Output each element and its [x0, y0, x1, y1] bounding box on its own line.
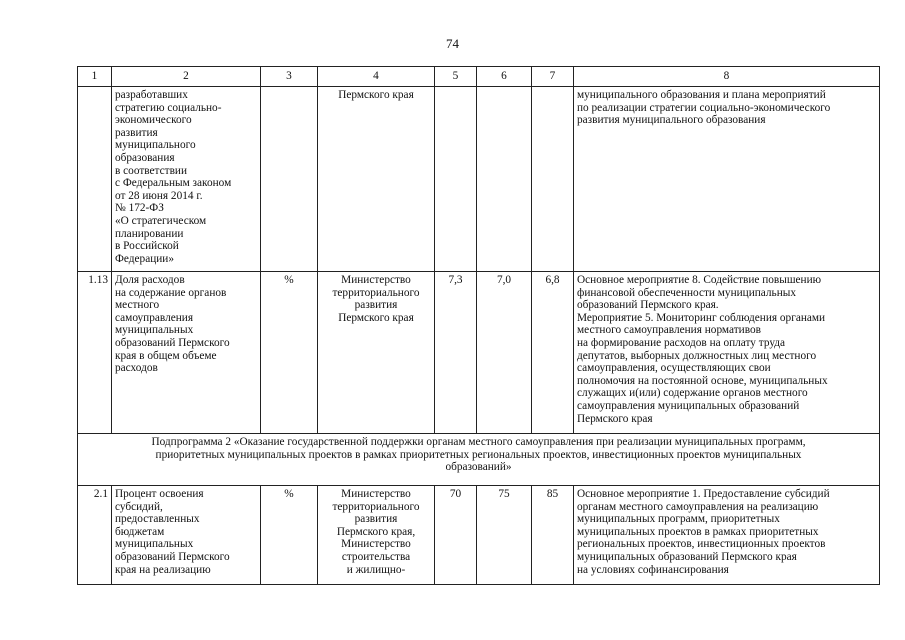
text-line: Пермского края — [577, 412, 653, 425]
text-line: Доля расходов — [115, 274, 185, 286]
page-number: 74 — [446, 36, 459, 51]
text-line: образований» — [445, 461, 512, 474]
text-line: служащих и(или) содержание органов местного — [577, 387, 808, 400]
text-line: Пермского края, — [336, 525, 416, 538]
value-6: 75 — [477, 486, 532, 585]
header-cell: 4 — [318, 67, 435, 87]
text-line: Министерство — [341, 274, 411, 286]
text-line: территориального — [332, 286, 420, 299]
measures — [574, 486, 880, 585]
header-cell: 7 — [532, 67, 574, 87]
text-line: развития муниципального образования — [577, 114, 766, 127]
text-line: на содержание органов — [115, 286, 227, 299]
indicator-name — [112, 486, 261, 585]
text-line: полномочия на постоянной основе, муниципальных — [577, 374, 828, 387]
value-6: 7,0 — [477, 272, 532, 434]
row-number: 1.13 — [78, 272, 112, 434]
text-line: муниципального — [115, 139, 196, 152]
header-row — [78, 67, 880, 87]
subprogram-title — [78, 434, 880, 486]
text-line: на формирование расходов на оплату труда — [577, 336, 786, 349]
text-line: Пермского края — [338, 311, 414, 324]
text-line: на условиях софинансирования — [577, 563, 729, 576]
text-line: Министерство — [341, 488, 411, 500]
header-cell: 3 — [261, 67, 318, 87]
text-line: развития — [354, 299, 398, 312]
row-number — [78, 87, 112, 272]
text-line: с Федеральным законом — [115, 177, 232, 190]
text-line: образований Пермского — [115, 336, 230, 349]
executor — [318, 272, 435, 434]
text-line: по реализации стратегии социально-экономического — [577, 101, 831, 114]
text-line: Мероприятие 5. Мониторинг соблюдения органами — [577, 311, 826, 324]
subprogram-row — [78, 434, 880, 486]
header-cell: 2 — [112, 67, 261, 87]
value-5: 70 — [435, 486, 477, 585]
value-5 — [435, 87, 477, 272]
value-7: 6,8 — [532, 272, 574, 434]
text-line: региональных проектов, инвестиционных проектов — [577, 538, 826, 551]
measures — [574, 272, 880, 434]
text-line: Основное мероприятие 8. Содействие повышению — [577, 274, 822, 286]
text-line: «О стратегическом — [115, 214, 207, 227]
text-line: от 28 июня 2014 г. — [115, 189, 203, 202]
text-line: Процент освоения — [115, 488, 204, 500]
text-line: муниципальных — [115, 538, 194, 551]
text-line: территориального — [332, 500, 420, 513]
header-cell: 8 — [574, 67, 880, 87]
text-line: Подпрограмма 2 «Оказание государственной поддержки органам местного самоуправления при реализации муниципальных программ, — [151, 436, 806, 448]
text-line: стратегию социально- — [115, 101, 222, 114]
text-line: края на реализацию — [115, 563, 211, 576]
text-line: финансовой обеспеченности муниципальных — [577, 286, 796, 299]
value-5: 7,3 — [435, 272, 477, 434]
measures — [574, 87, 880, 272]
text-line: образования — [115, 151, 175, 164]
indicator-name — [112, 272, 261, 434]
row-number: 2.1 — [78, 486, 112, 585]
text-line: муниципального образования и плана мероприятий — [577, 89, 826, 101]
text-line: в Российской — [115, 240, 179, 253]
executor — [318, 87, 435, 272]
text-line: муниципальных образований Пермского края — [577, 550, 797, 563]
header-cell: 6 — [477, 67, 532, 87]
text-line: № 172-ФЗ — [115, 202, 164, 215]
unit: % — [261, 486, 318, 585]
text-line: местного самоуправления нормативов — [577, 324, 761, 337]
text-line: Пермского края — [338, 89, 414, 101]
executor — [318, 486, 435, 585]
table-row — [78, 87, 880, 272]
indicator-name — [112, 87, 261, 272]
header-cell: 5 — [435, 67, 477, 87]
text-line: органам местного самоуправления на реализацию — [577, 500, 819, 513]
table-row — [78, 272, 880, 434]
indicators-table — [77, 66, 880, 585]
value-7: 85 — [532, 486, 574, 585]
text-line: самоуправления — [115, 311, 194, 324]
text-line: края в общем объеме — [115, 349, 217, 362]
text-line: бюджетам — [115, 525, 165, 538]
text-line: в соответствии — [115, 164, 187, 177]
table-row — [78, 486, 880, 585]
text-line: субсидий, — [115, 500, 163, 513]
unit: % — [261, 272, 318, 434]
text-line: образований Пермского края. — [577, 299, 719, 312]
text-line: разработавших — [115, 89, 188, 101]
header-cell: 1 — [78, 67, 112, 87]
text-line: планировании — [115, 227, 184, 240]
unit — [261, 87, 318, 272]
text-line: экономического — [115, 114, 192, 127]
text-line: предоставленных — [115, 513, 200, 526]
text-line: образований Пермского — [115, 550, 230, 563]
text-line: развития — [115, 126, 158, 139]
text-line: самоуправления муниципальных образований — [577, 399, 800, 412]
text-line: строительства — [341, 550, 411, 563]
text-line: муниципальных — [115, 324, 194, 337]
text-line: депутатов, выборных должностных лиц местного — [577, 349, 817, 362]
text-line: приоритетных муниципальных проектов в рамках приоритетных региональных проектов, инвестиционных проектов муниципальных — [155, 448, 802, 461]
text-line: Основное мероприятие 1. Предоставление субсидий — [577, 488, 830, 500]
text-line: Федерации» — [115, 252, 174, 265]
text-line: Министерство — [341, 538, 411, 551]
text-line: самоуправления, осуществляющих свои — [577, 362, 771, 375]
text-line: муниципальных проектов в рамках приоритетных — [577, 525, 819, 538]
text-line: развития — [354, 513, 398, 526]
value-6 — [477, 87, 532, 272]
value-7 — [532, 87, 574, 272]
text-line: и жилищно- — [346, 563, 406, 576]
text-line: муниципальных программ, приоритетных — [577, 513, 780, 526]
text-line: расходов — [115, 362, 158, 375]
text-line: местного — [115, 299, 160, 312]
